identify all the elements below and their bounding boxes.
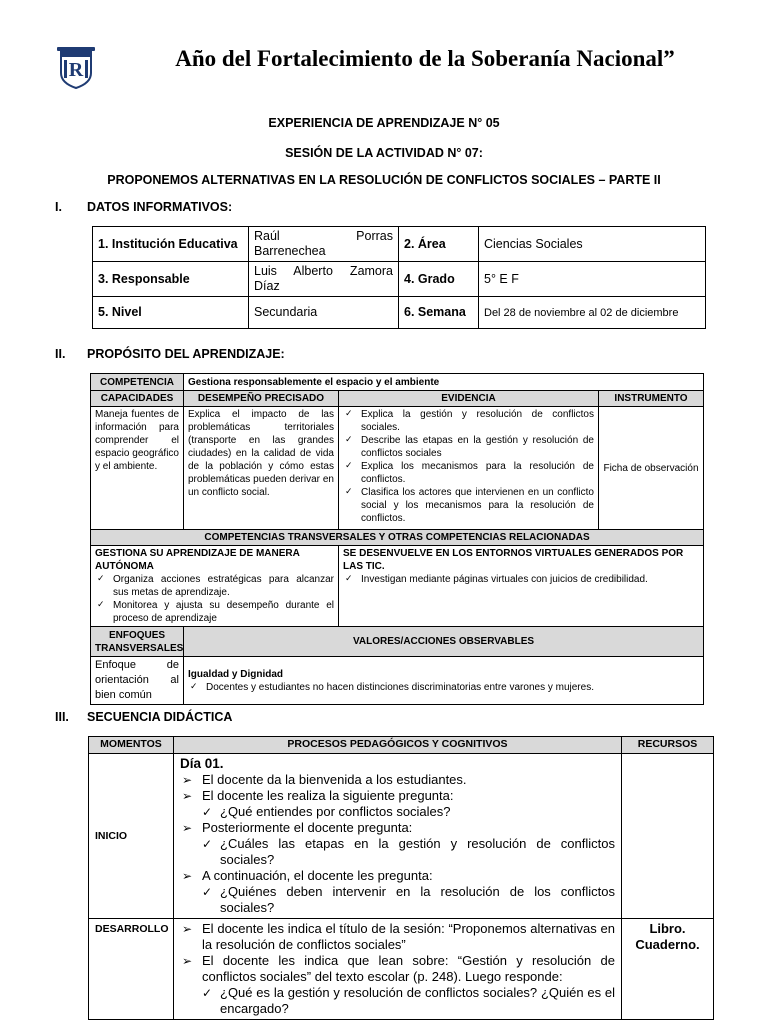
col-desempeno: DESEMPEÑO PRECISADO <box>184 391 339 407</box>
svg-text:R: R <box>68 59 84 81</box>
process-line: ➢ A continuación, el docente les pregunta: <box>180 868 615 884</box>
valor-cell <box>184 657 704 705</box>
secuencia-table <box>88 736 714 1020</box>
section-datos-heading <box>55 200 232 214</box>
transversales-header: COMPETENCIAS TRANSVERSALES Y OTRAS COMPETENCIAS RELACIONADAS <box>91 530 704 546</box>
col-momentos: MOMENTOS <box>89 737 174 754</box>
valores-label: VALORES/ACCIONES OBSERVABLES <box>184 627 704 657</box>
list-item: ✓ Explica la gestión y resolución de conflictos sociales. <box>343 408 594 434</box>
gestiona-list <box>95 573 334 625</box>
section-number: III. <box>55 710 69 724</box>
list-item: ✓ Describe las etapas en la gestión y resolución de conflictos sociales <box>343 434 594 460</box>
gestiona-title: GESTIONA SU APRENDIZAJE DE MANERA AUTÓNOMA <box>95 548 300 572</box>
valor-title: Igualdad y Dignidad <box>188 668 284 680</box>
responsable-label: 3. Responsable <box>93 262 249 297</box>
institucion-label: 1. Institución Educativa <box>93 227 249 262</box>
table-row <box>93 297 706 329</box>
table-row <box>93 262 706 297</box>
table-row <box>93 227 706 262</box>
experiencia-heading: EXPERIENCIA DE APRENDIZAJE N° 05 <box>268 116 500 130</box>
process-subline: ✓ ¿Qué es la gestión y resolución de conflictos sociales? ¿Quién es el encargado? <box>180 985 615 1017</box>
sesion-heading: SESIÓN DE LA ACTIVIDAD N° 07: <box>285 146 483 160</box>
semana-label: 6. Semana <box>399 297 479 329</box>
col-evidencia: EVIDENCIA <box>339 391 599 407</box>
grado-label: 4. Grado <box>399 262 479 297</box>
table-row <box>91 391 704 407</box>
process-subline: ✓ ¿Cuáles las etapas en la gestión y resolución de conflictos sociales? <box>180 836 615 868</box>
school-crest-logo <box>53 43 99 89</box>
desarrollo-label: DESARROLLO <box>89 919 174 1020</box>
inicio-procesos <box>174 754 622 919</box>
section-number: I. <box>55 200 62 214</box>
proposito-table <box>90 373 704 705</box>
gestiona-cell <box>91 546 339 627</box>
desarrollo-recursos <box>622 919 714 1020</box>
table-row <box>91 407 704 530</box>
desempeno-cell: Explica el impacto de las problemáticas territoriales (transporte en las grandes ciudades) en la calidad de vida de la población y cómo estas problemáticas pueden derivar en un conflicto social. <box>184 407 339 530</box>
area-label: 2. Área <box>399 227 479 262</box>
nivel-value: Secundaria <box>249 297 399 329</box>
valor-list <box>188 681 699 694</box>
table-row <box>89 919 714 1020</box>
dia-label: Día 01. <box>180 756 224 771</box>
col-procesos: PROCESOS PEDAGÓGICOS Y COGNITIVOS <box>174 737 622 754</box>
list-item: ✓ Monitorea y ajusta su desempeño durante el proceso de aprendizaje <box>95 599 334 625</box>
recurso-libro: Libro. <box>649 921 686 936</box>
enfoques-label: ENFOQUES TRANSVERSALES <box>91 627 184 657</box>
list-item: ✓ Investigan mediante páginas virtuales con juicios de credibilidad. <box>343 573 699 586</box>
capacidad-cell: Maneja fuentes de información para comprender el espacio geográfico y el ambiente. <box>91 407 184 530</box>
evidencia-cell <box>339 407 599 530</box>
list-item: ✓ Docentes y estudiantes no hacen distinciones discriminatorias entre varones y mujeres. <box>188 681 699 694</box>
recurso-cuaderno: Cuaderno. <box>635 937 700 952</box>
table-row <box>91 627 704 657</box>
section-proposito-heading <box>55 347 285 361</box>
document-title: Año del Fortalecimiento de la Soberanía Nacional” <box>175 46 675 71</box>
inicio-label: INICIO <box>89 754 174 919</box>
process-line: ➢ El docente les indica el título de la sesión: “Proponemos alternativas en la resolución de conflictos sociales” <box>180 921 615 953</box>
grado-value: 5° E F <box>479 262 706 297</box>
entornos-cell <box>339 546 704 627</box>
table-row <box>91 546 704 627</box>
responsable-value: Luis Alberto Zamora Díaz <box>249 262 399 297</box>
table-row <box>89 737 714 754</box>
tema-heading: PROPONEMOS ALTERNATIVAS EN LA RESOLUCIÓN DE CONFLICTOS SOCIALES – PARTE II <box>107 173 661 187</box>
process-line: ➢ El docente les realiza la siguiente pregunta: <box>180 788 615 804</box>
section-title: DATOS INFORMATIVOS: <box>87 200 233 214</box>
nivel-label: 5. Nivel <box>93 297 249 329</box>
process-line: ➢ El docente les indica que lean sobre: “Gestión y resolución de conflictos sociales” del texto escolar (p. 248). Luego responde: <box>180 953 615 985</box>
datos-informativos-table <box>92 226 706 329</box>
area-value: Ciencias Sociales <box>479 227 706 262</box>
instrumento-cell: Ficha de observación <box>599 407 704 530</box>
section-title: SECUENCIA DIDÁCTICA <box>87 710 233 724</box>
entornos-list <box>343 573 699 586</box>
table-row <box>91 530 704 546</box>
evidencia-list <box>343 408 594 525</box>
process-line: ➢ Posteriormente el docente pregunta: <box>180 820 615 836</box>
list-item: ✓ Clasifica los actores que intervienen en un conflicto social y los mecanismos para la resolución de conflictos. <box>343 486 594 525</box>
inicio-recursos <box>622 754 714 919</box>
process-line: ➢ El docente da la bienvenida a los estudiantes. <box>180 772 615 788</box>
institucion-value: Raúl Porras Barrenechea <box>249 227 399 262</box>
competencia-value: Gestiona responsablemente el espacio y el ambiente <box>184 374 704 391</box>
list-item: ✓ Organiza acciones estratégicas para alcanzar sus metas de aprendizaje. <box>95 573 334 599</box>
table-row <box>89 754 714 919</box>
col-capacidades: CAPACIDADES <box>91 391 184 407</box>
section-number: II. <box>55 347 66 361</box>
process-subline: ✓ ¿Qué entiendes por conflictos sociales? <box>180 804 615 820</box>
col-recursos: RECURSOS <box>622 737 714 754</box>
competencia-label: COMPETENCIA <box>91 374 184 391</box>
section-title: PROPÓSITO DEL APRENDIZAJE: <box>87 347 285 361</box>
process-subline: ✓ ¿Quiénes deben intervenir en la resolución de los conflictos sociales? <box>180 884 615 916</box>
desarrollo-procesos <box>174 919 622 1020</box>
enfoque-value: Enfoque de orientación al bien común <box>91 657 184 705</box>
entornos-title: SE DESENVUELVE EN LOS ENTORNOS VIRTUALES GENERADOS POR LAS TIC. <box>343 548 684 572</box>
semana-value: Del 28 de noviembre al 02 de diciembre <box>479 297 706 329</box>
table-row <box>91 657 704 705</box>
table-row <box>91 374 704 391</box>
section-secuencia-heading <box>55 710 232 724</box>
list-item: ✓ Explica los mecanismos para la resolución de conflictos. <box>343 460 594 486</box>
col-instrumento: INSTRUMENTO <box>599 391 704 407</box>
